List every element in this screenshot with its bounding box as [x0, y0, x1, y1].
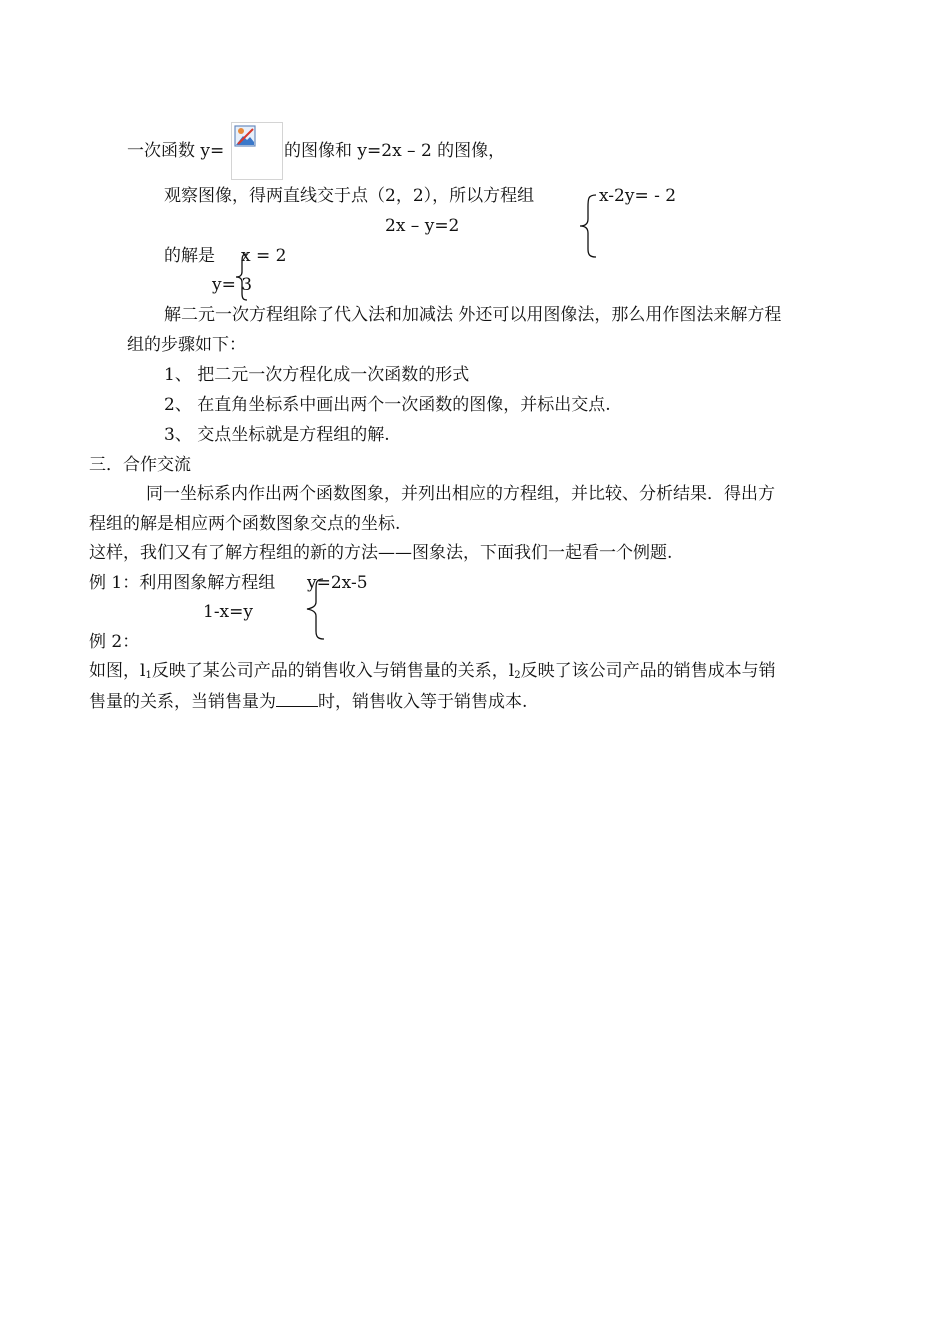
cooperation-paragraph-line2: 程组的解是相应两个函数图象交点的坐标.: [89, 514, 401, 534]
broken-image-icon: [231, 122, 283, 180]
line1-suffix: 的图像和 y=2x – 2 的图像，: [284, 141, 506, 161]
system1-eq1: x-2y= - 2: [599, 186, 677, 206]
answer-blank[interactable]: [276, 690, 318, 707]
example1-eq2: 1-x=y: [203, 602, 253, 622]
solution-y: y= 3: [212, 275, 253, 295]
system1-eq2: 2x – y=2: [385, 216, 460, 236]
example2-text-line2: [89, 690, 527, 713]
l2-subscript: 2: [514, 670, 521, 681]
solution-label: 的解是: [164, 246, 215, 266]
example1-eq1: y=2x-5: [307, 573, 368, 593]
graph-method-paragraph: 这样，我们又有了解方程组的新的方法——图象法，下面我们一起看一个例题.: [89, 543, 673, 563]
line1-prefix: 一次函数 y=: [127, 141, 225, 161]
example2-text-c: 反映了该公司产品的销售成本与销: [520, 661, 776, 681]
system1-brace: [577, 193, 599, 259]
example2-text-a: 如图，l: [89, 661, 146, 681]
example2-text-b: 反映了某公司产品的销售收入与销售量的关系，l: [151, 661, 515, 681]
example2-text-line1: [89, 660, 776, 687]
method-paragraph-line1: 解二元一次方程组除了代入法和加减法 外还可以用图像法，那么用作图法来解方程: [164, 305, 782, 325]
method-paragraph-line2: 组的步骤如下：: [127, 335, 246, 355]
observation-text: 观察图像，得两直线交于点（2，2），所以方程组: [164, 186, 535, 206]
cooperation-paragraph-line1: 同一坐标系内作出两个函数图象，并列出相应的方程组，并比较、分析结果．得出方: [146, 484, 775, 504]
solution-x: x = 2: [241, 246, 287, 266]
example2-line2-a: 售量的关系，当销售量为: [89, 692, 276, 712]
example1-brace: [304, 577, 326, 641]
step-item: 2、 在直角坐标系中画出两个一次函数的图像，并标出交点.: [164, 395, 611, 415]
step-item: 3、 交点坐标就是方程组的解.: [164, 425, 390, 445]
example2-label: 例 2：: [89, 632, 140, 652]
step-item: 1、 把二元一次方程化成一次函数的形式: [164, 365, 470, 385]
example1-label: 例 1：利用图象解方程组: [89, 573, 276, 593]
example2-line2-b: 时，销售收入等于销售成本.: [318, 692, 528, 712]
l1-subscript: 1: [145, 670, 152, 681]
section-heading: 三．合作交流: [89, 455, 191, 475]
